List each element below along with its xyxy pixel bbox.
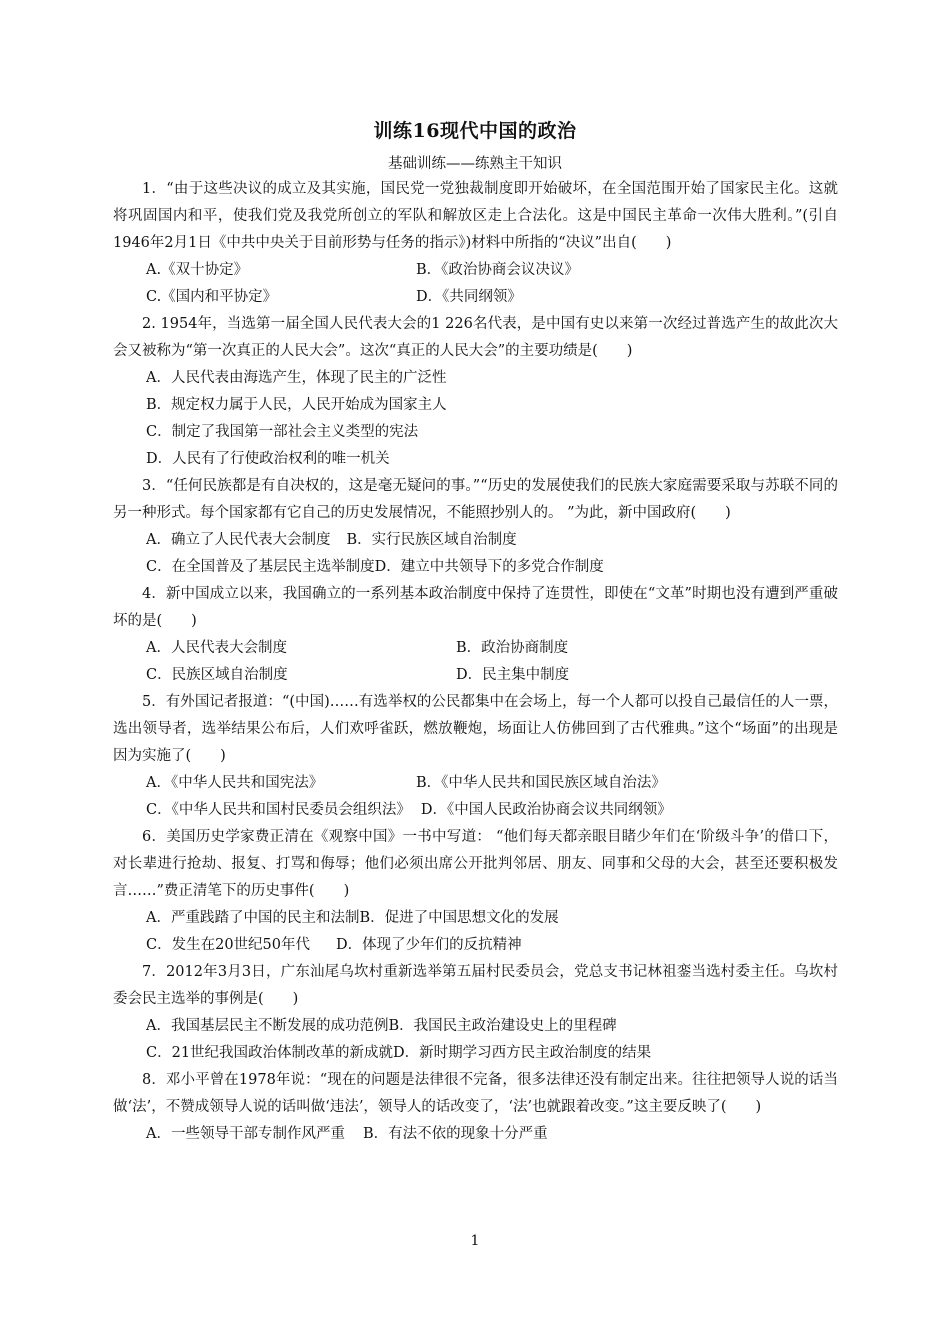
question-stem: 5．有外国记者报道：“(中国)……有选举权的公民都集中在会场上，每一个人都可以投自己最信任的人一票，选出领导者，选举结果公布后，人们欢呼雀跃，燃放鞭炮，场面让人仿佛回到了古代雅典。”这个“场面”的出现是因为实施了( ) (113, 694, 838, 764)
option-d: D．民主集中制度 (456, 667, 570, 683)
question-stem: 7．2012年3月3日，广东汕尾乌坎村重新选举第五届村民委员会，党总支书记林祖銮当选村委主任。乌坎村委会民主选举的事例是( ) (113, 964, 838, 1007)
option-b: B．有法不依的现象十分严重 (362, 1126, 548, 1142)
question-stem: 1．“由于这些决议的成立及其实施，国民党一党独裁制度即开始破坏，在全国范围开始了国家民主化。这就将巩固国内和平，使我们党及我党所创立的军队和解放区走上合法化。这是中国民主革命一次伟大胜利。”(引自1946年2月1日《中共中央关于目前形势与任务的指示》)材料中所指的“决议”出自( ) (113, 181, 838, 251)
question-stem: 8．邓小平曾在1978年说：“现在的问题是法律很不完备，很多法律还没有制定出来。往往把领导人说的话当做‘法’，不赞成领导人说的话叫做‘违法’，领导人的话改变了，‘法’也就跟着改变。”这主要反映了( ) (113, 1072, 838, 1115)
option-c: C．发生在20世纪50年代 (146, 937, 310, 953)
question-2 (113, 311, 838, 473)
option-c: C．制定了我国第一部社会主义类型的宪法 (146, 424, 419, 440)
page-title: 训练16现代中国的政治 (373, 120, 577, 142)
option-c: C．在全国普及了基层民主选举制度 (146, 559, 375, 575)
option-a: A．确立了人民代表大会制度 (146, 532, 331, 548)
option-a: A．严重践踏了中国的民主和法制 (146, 910, 360, 926)
option-c: C．民族区域自治制度 (146, 667, 288, 683)
option-b: B．政治协商制度 (456, 640, 569, 656)
question-5 (113, 689, 838, 824)
question-3 (113, 473, 838, 581)
option-d: D．体现了少年们的反抗精神 (336, 937, 522, 953)
option-a: A．我国基层民主不断发展的成功范例 (146, 1018, 389, 1034)
option-c: C．《中华人民共和国村民委员会组织法》 (146, 802, 411, 818)
option-d: D．《中国人民政治协商会议共同纲领》 (420, 802, 672, 818)
option-b: B．我国民主政治建设史上的里程碑 (388, 1018, 617, 1034)
question-stem: 3．“任何民族都是有自决权的，这是毫无疑问的事。”“历史的发展使我们的民族大家庭需要采取与苏联不同的另一种形式。每个国家都有它自己的历史发展情况，不能照抄别人的。 ”为此，新中国政府( ) (113, 478, 838, 521)
option-a: A．一些领导干部专制作风严重 (146, 1126, 345, 1142)
option-a: A．《中华人民共和国宪法》 (146, 775, 324, 791)
question-list (113, 176, 838, 1148)
option-b: B．规定权力属于人民，人民开始成为国家主人 (146, 397, 447, 413)
section-subtitle: 基础训练——练熟主干知识 (388, 156, 562, 172)
question-stem: 4．新中国成立以来，我国确立的一系列基本政治制度中保持了连贯性，即使在“文革”时期也没有遭到严重破坏的是( ) (113, 586, 838, 629)
option-d: D．《共同纲领》 (416, 289, 522, 305)
option-b: B．促进了中国思想文化的发展 (359, 910, 559, 926)
option-d: D．新时期学习西方民主政治制度的结果 (393, 1045, 652, 1061)
question-4 (113, 581, 838, 689)
question-8 (113, 1067, 838, 1148)
option-a: A.《双十协定》 (146, 262, 249, 278)
page-number: 1 (470, 1233, 480, 1249)
option-b: B．实行民族区域自治制度 (346, 532, 517, 548)
question-stem: 6．美国历史学家费正清在《观察中国》一书中写道： “他们每天都亲眼目睹少年们在‘阶级斗争’的借口下，对长辈进行抢劫、报复、打骂和侮辱；他们必须出席公开批判邻居、朋友、同事和父母的大会，甚至还要积极发言……”费正清笔下的历史事件( ) (113, 829, 838, 899)
option-b: B．《中华人民共和国民族区域自治法》 (416, 775, 666, 791)
option-a: A．人民代表大会制度 (146, 640, 287, 656)
option-d: D．人民有了行使政治权利的唯一机关 (146, 451, 390, 467)
option-c: C.《国内和平协定》 (146, 289, 278, 305)
option-a: A．人民代表由海选产生，体现了民主的广泛性 (146, 370, 447, 386)
option-b: B．《政治协商会议决议》 (416, 262, 579, 278)
question-6 (113, 824, 838, 959)
option-c: C．21世纪我国政治体制改革的新成就 (146, 1045, 394, 1061)
option-d: D．建立中共领导下的多党合作制度 (374, 559, 604, 575)
question-stem: 2. 1954年，当选第一届全国人民代表大会的1 226名代表，是中国有史以来第一次经过普选产生的故此次大会又被称为“第一次真正的人民大会”。这次“真正的人民大会”的主要功绩是( ) (113, 316, 838, 359)
question-1 (113, 176, 838, 311)
question-7 (113, 959, 838, 1067)
